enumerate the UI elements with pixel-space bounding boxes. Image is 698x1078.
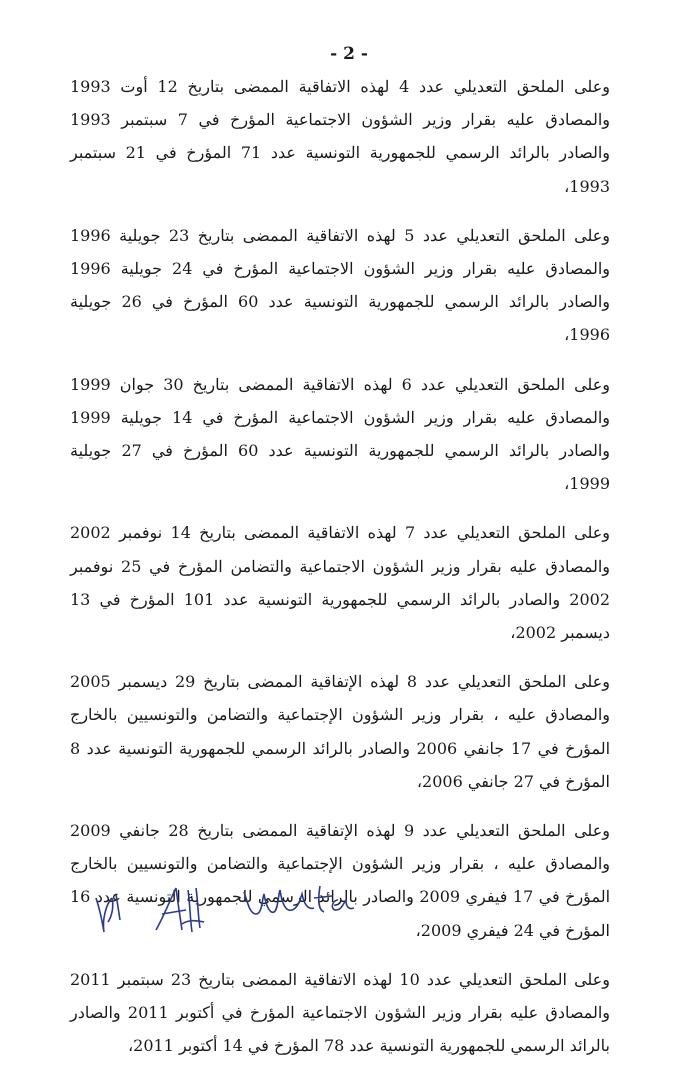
paragraph-amendment-7: وعلى الملحق التعديلي عدد 7 لهذه الاتفاقية الممضى بتاريخ 14 نوفمبر 2002 والمصادق عليه بقرار وزير الشؤون الاجتماعية والتضامن المؤرخ في 25 نوفمبر 2002 والصادر بالرائد الرسمي للجمهورية التونسية عدد 101 المؤرخ في 13 ديسمبر 2002، [70, 523, 611, 643]
paragraph-amendment-9: وعلى الملحق التعديلي عدد 9 لهذه الإتفاقية الممضى بتاريخ 28 جانفي 2009 والمصادق عليه ، بقرار وزير الشؤون الإجتماعية والتضامن والتونسيين بالخارج المؤرخ في 17 فيفري 2009 والصادر بالرائد الرسمي للجمهورية التونسية عدد 16 المؤرخ في 24 فيفري 2009، [70, 821, 611, 940]
page-number: - 2 - [330, 44, 368, 64]
paragraph-amendment-5: وعلى الملحق التعديلي عدد 5 لهذه الاتفاقية الممضى بتاريخ 23 جويلية 1996 والمصادق عليه بقرار وزير الشؤون الاجتماعية المؤرخ في 24 جويلية 1996 والصادر بالرائد الرسمي للجمهورية التونسية عدد 60 المؤرخ في 26 جويلية 1996، [70, 225, 611, 345]
signature-main [240, 880, 380, 930]
paragraph-amendment-6: وعلى الملحق التعديلي عدد 6 لهذه الاتفاقية الممضى بتاريخ 30 جوان 1999 والمصادق عليه بقرار وزير الشؤون الاجتماعية المؤرخ في 14 جويلية 1999 والصادر بالرائد الرسمي للجمهورية التونسية عدد 60 المؤرخ في 27 جويلية 1999، [70, 374, 610, 494]
initials-signature-2 [150, 880, 210, 940]
paragraph-amendment-10: وعلى الملحق التعديلي عدد 10 لهذه الاتفاقية الممضى بتاريخ 23 سبتمبر 2011 والمصادق عليه بقرار وزير الشؤون الاجتماعية المؤرخ في أكتوبر 2011 والصادر بالرائد الرسمي للجمهورية التونسية عدد 78 المؤرخ في 14 أكتوبر 2011، [70, 969, 611, 1056]
paragraph-amendment-4: وعلى الملحق التعديلي عدد 4 لهذه الاتفاقية الممضى بتاريخ 12 أوت 1993 والمصادق عليه بقرار وزير الشؤون الاجتماعية المؤرخ في 7 سبتمبر 1993 والصادر بالرائد الرسمي للجمهورية التونسية عدد 71 المؤرخ في 21 سبتمبر 1993، [70, 77, 611, 196]
signatures-area [90, 880, 410, 950]
initials-signature-1 [90, 880, 130, 940]
paragraph-amendment-8: وعلى الملحق التعديلي عدد 8 لهذه الإتفاقية الممضى بتاريخ 29 ديسمبر 2005 والمصادق عليه ، بقرار وزير الشؤون الإجتماعية والتضامن والتونسيين بالخارج المؤرخ في 17 جانفي 2006 والصادر بالرائد الرسمي للجمهورية التونسية عدد 8 المؤرخ في 27 جانفي 2006، [70, 672, 611, 791]
